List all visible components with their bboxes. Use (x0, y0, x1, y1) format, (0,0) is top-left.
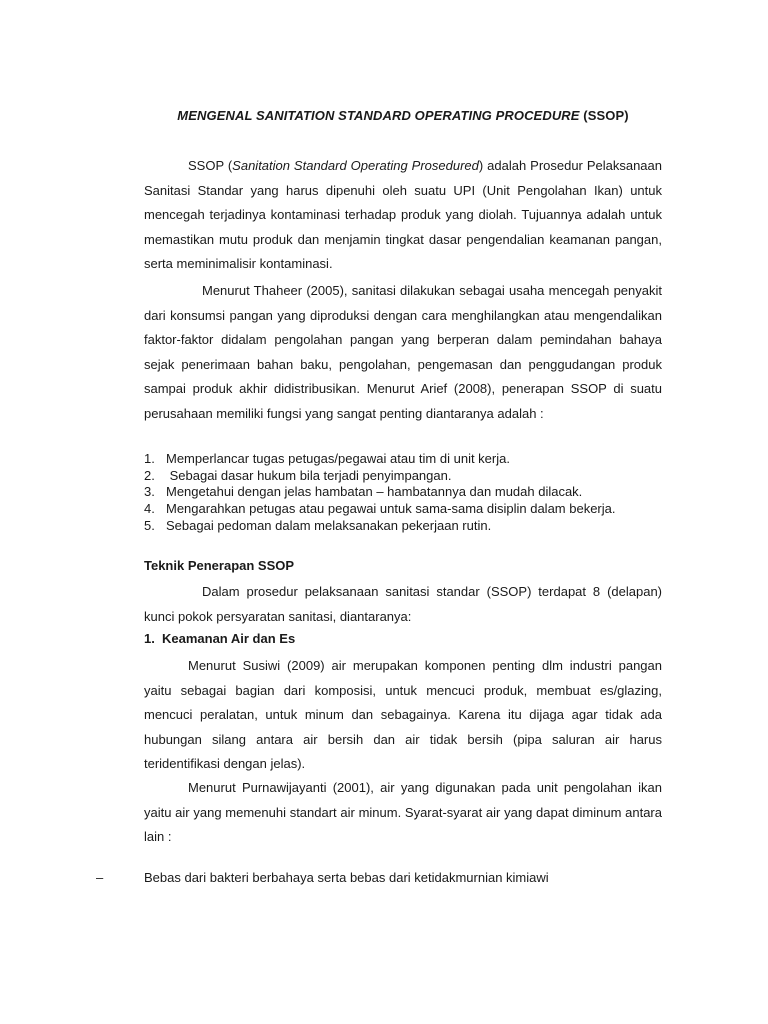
list-item: 2. Sebagai dasar hukum bila terjadi penyimpangan. (144, 467, 452, 483)
paragraph-susiwi (144, 654, 662, 777)
paragraph-ssop-definition (144, 154, 662, 277)
p4-text: Menurut Susiwi (2009) air merupakan komponen penting dlm industri pangan yaitu sebagai bagian dari komposisi, untuk mencuci produk, membuat es/glazing, mencuci peralatan, untuk minum dan sebagainya. Karena itu dijaga agar tidak ada hubungan silang antara air bersih dan air tidak bersih (pipa saluran air harus teridentifikasi dengan jelas). (144, 658, 662, 771)
list-item: 5. Sebagai pedoman dalam melaksanakan pekerjaan rutin. (144, 517, 492, 533)
p1-start: SSOP ( (188, 158, 233, 173)
dash-bullet: – (96, 870, 104, 885)
title-suffix: (SSOP) (579, 108, 629, 123)
list-item: 3. Mengetahui dengan jelas hambatan – hambatannya dan mudah dilacak. (144, 484, 583, 500)
p3-text: Dalam prosedur pelaksanaan sanitasi standar (SSOP) terdapat 8 (delapan) kunci pokok persyaratan sanitasi, diantaranya: (144, 584, 662, 624)
list-item: 4. Mengarahkan petugas atau pegawai untuk sama-sama disiplin dalam bekerja. (144, 501, 616, 517)
dash-list-item (96, 870, 549, 885)
subheading-keamanan-air: 1. Keamanan Air dan Es (144, 631, 296, 646)
title-italic: MENGENAL SANITATION STANDARD OPERATING PROCEDURE (177, 108, 580, 123)
p1-italic: Sanitation Standard Operating Prosedured (232, 158, 479, 173)
dash-item-text: Bebas dari bakteri berbahaya serta bebas dari ketidakmurnian kimiawi (144, 870, 549, 885)
paragraph-thaheer (144, 279, 662, 426)
document-title (144, 108, 662, 123)
list-item: 1. Memperlancar tugas petugas/pegawai atau tim di unit kerja. (144, 451, 510, 466)
p5-text: Menurut Purnawijayanti (2001), air yang digunakan pada unit pengolahan ikan yaitu air yang memenuhi standart air minum. Syarat-syarat air yang dapat diminum antara lain : (144, 780, 662, 844)
p2-text: Menurut Thaheer (2005), sanitasi dilakukan sebagai usaha mencegah penyakit dari konsumsi pangan yang diproduksi dengan cara menghilangkan atau mengendalikan faktor-faktor didalam pengolahan pangan yang berperan dalam pemindahan bahaya sejak penerimaan bahan baku, pengolahan, pengemasan dan penggudangan produk sampai produk akhir didistribusikan. Menurut Arief (2008), penerapan SSOP di suatu perusahaan memiliki fungsi yang sangat penting diantaranya adalah : (144, 283, 662, 421)
p1-end: ) adalah Prosedur Pelaksanaan Sanitasi Standar yang harus dipenuhi oleh suatu UPI (Unit Pengolahan Ikan) untuk mencegah terjadinya kontaminasi terhadap produk yang diolah. Tujuannya adalah untuk memastikan mutu produk dan menjamin tingkat dasar pengendalian keamanan pangan, serta meminimalisir kontaminasi. (144, 158, 663, 271)
section-heading: Teknik Penerapan SSOP (144, 558, 295, 573)
paragraph-purnawijayanti (144, 776, 662, 850)
function-list (144, 451, 662, 535)
paragraph-prosedur (144, 580, 662, 629)
